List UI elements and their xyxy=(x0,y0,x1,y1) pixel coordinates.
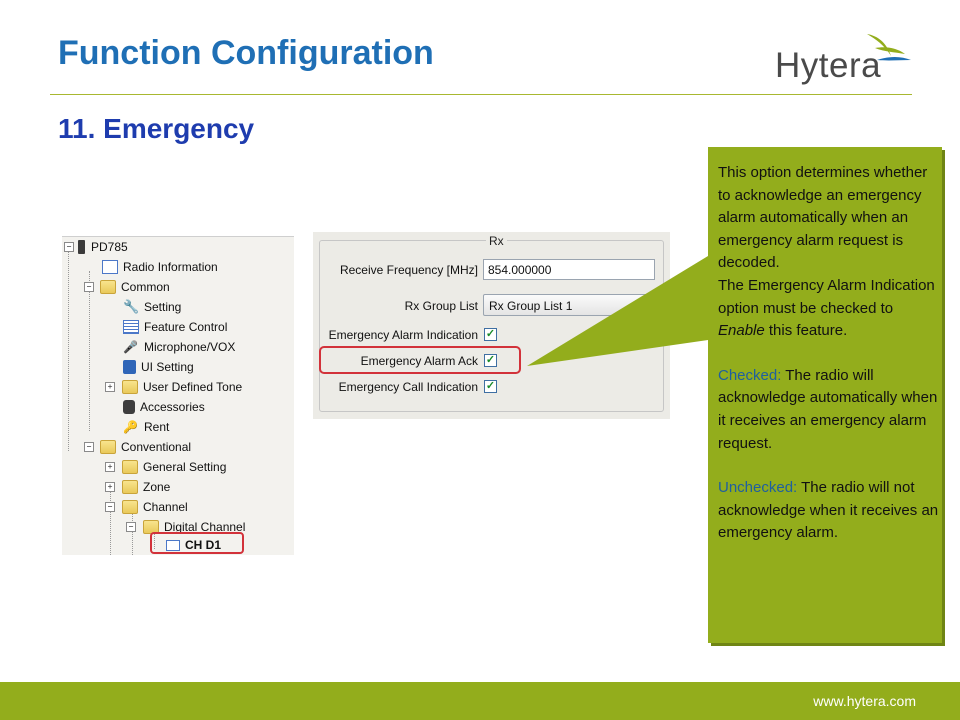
tree-item-label: CH D1 xyxy=(185,538,222,552)
tree-item-label: Conventional xyxy=(121,440,192,454)
collapse-icon[interactable]: − xyxy=(126,522,136,532)
callout-pointer xyxy=(527,256,708,366)
tree-item-label: Radio Information xyxy=(123,260,218,274)
rx-group-legend: Rx xyxy=(486,234,507,248)
tree-item-label: Feature Control xyxy=(144,320,228,334)
tree-item-label: Rent xyxy=(144,420,170,434)
callout-checked-paragraph xyxy=(718,365,940,455)
emergency-call-indication-label: Emergency Call Indication xyxy=(338,380,478,394)
rx-group-list-label: Rx Group List xyxy=(404,299,478,313)
tree-item-label: General Setting xyxy=(143,460,227,474)
emergency-alarm-indication-checkbox[interactable]: ✓ xyxy=(485,328,496,340)
checked-text: The radio will acknowledge automatically when it receives an emergency alarm request. xyxy=(718,366,938,452)
key-icon: 🔑 xyxy=(123,420,138,434)
logo-text: Hytera xyxy=(775,46,882,85)
checked-label: Checked: xyxy=(718,366,782,384)
wrench-icon: 🔧 xyxy=(123,299,140,314)
tree-item-label: Accessories xyxy=(140,400,205,414)
receive-frequency-field[interactable]: 854.000000 xyxy=(483,259,655,280)
unchecked-text: The radio will not acknowledge when it receives an emergency alarm. xyxy=(718,479,939,542)
tree-item-label: UI Setting xyxy=(141,360,194,374)
callout-p2-before: The Emergency Alarm Indication option must be checked to xyxy=(718,276,935,317)
collapse-icon[interactable]: − xyxy=(84,442,94,452)
rx-group-list-select[interactable]: Rx Group List 1 xyxy=(483,294,655,316)
tree-item-label: Channel xyxy=(143,500,188,514)
expand-icon[interactable]: + xyxy=(105,462,115,472)
callout-p2-after: this feature. xyxy=(764,322,848,340)
collapse-icon[interactable]: − xyxy=(64,242,74,252)
unchecked-label: Unchecked: xyxy=(718,479,798,497)
callout-paragraph-1: This option determines whether to acknowledge an emergency alarm automatically when an emergency alarm request is decoded. xyxy=(718,164,928,272)
emergency-alarm-indication-label: Emergency Alarm Indication xyxy=(328,328,478,342)
tree-item-label: Common xyxy=(121,280,170,294)
callout-p2-emphasis: Enable xyxy=(718,322,765,340)
page-title: Function Configuration xyxy=(58,34,434,72)
collapse-icon[interactable]: − xyxy=(105,502,115,512)
section-title: 11. Emergency xyxy=(58,113,255,144)
emergency-call-indication-checkbox[interactable]: ✓ xyxy=(485,380,496,392)
microphone-icon: 🎤 xyxy=(123,340,138,354)
callout-text xyxy=(718,162,940,545)
tree-item-label: PD785 xyxy=(91,240,128,254)
callout-paragraph-2 xyxy=(718,275,940,343)
emergency-alarm-ack-label: Emergency Alarm Ack xyxy=(360,354,478,368)
expand-icon[interactable]: + xyxy=(105,482,115,492)
tree-item-label: Setting xyxy=(144,300,182,314)
emergency-alarm-ack-checkbox[interactable]: ✓ xyxy=(485,354,496,366)
footer-url[interactable]: www.hytera.com xyxy=(813,693,916,709)
callout-unchecked-paragraph xyxy=(718,477,940,545)
collapse-icon[interactable]: − xyxy=(84,282,94,292)
tree-item-label: Microphone/VOX xyxy=(144,340,236,354)
tree-item-label: User Defined Tone xyxy=(143,380,243,394)
tree-item-label: Zone xyxy=(143,480,171,494)
expand-icon[interactable]: + xyxy=(105,382,115,392)
receive-frequency-label: Receive Frequency [MHz] xyxy=(339,263,478,277)
footer-bar xyxy=(0,682,960,720)
tree-item-label: Digital Channel xyxy=(164,520,246,534)
